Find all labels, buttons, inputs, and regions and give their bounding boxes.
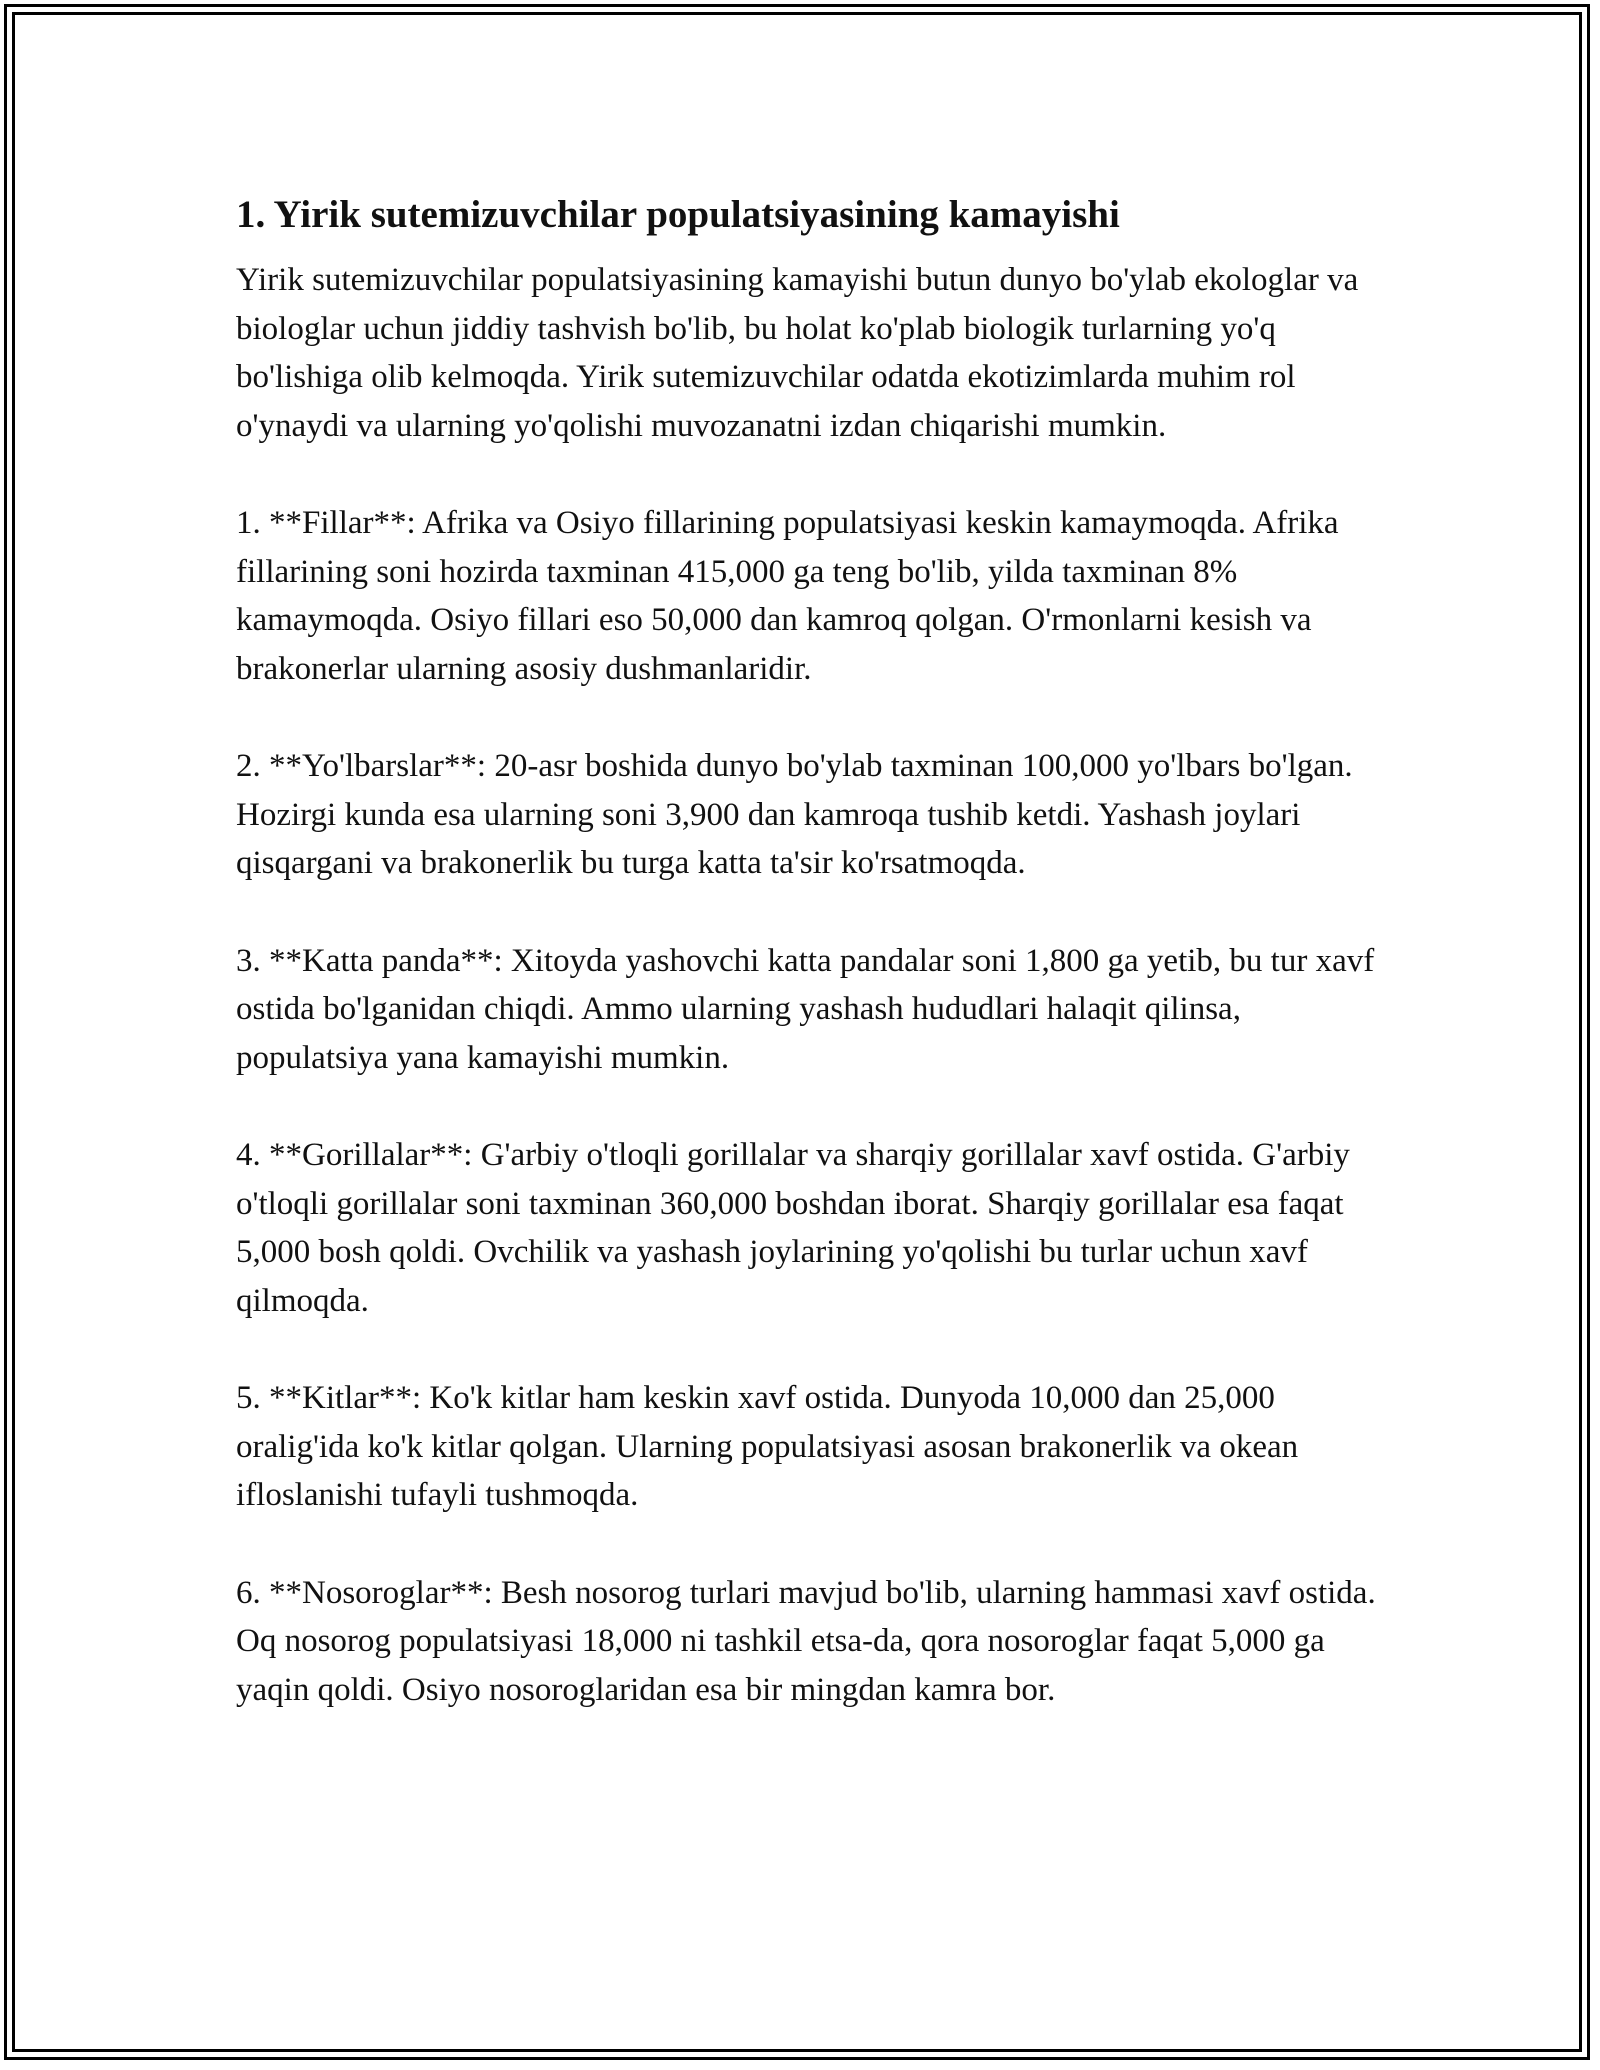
- list-item-giant-panda: 3. **Katta panda**: Xitoyda yashovchi katta pandalar soni 1,800 ga yetib, bu tur xavf ostida bo'lganidan chiqdi. Ammo ularning yashash hududlari halaqit qilinsa, populatsiya yana kamayishi mumkin.: [236, 942, 1375, 1076]
- list-item-whales: 5. **Kitlar**: Ko'k kitlar ham keskin xavf ostida. Dunyoda 10,000 dan 25,000 oralig'ida ko'k kitlar qolgan. Ularning populatsiyasi asosan brakonerlik va okean ifloslanishi tufayli tushmoqda.: [236, 1380, 1299, 1513]
- list-item-gorillas: 4. **Gorillalar**: G'arbiy o'tloqli gorillalar va sharqiy gorillalar xavf ostida. G'arbiy o'tloqli gorillalar soni taxminan 360,000 boshdan iborat. Sharqiy gorillalar esa faqat 5,000 bosh qoldi. Ovchilik va yashash joylarining yo'qolishi bu turlar uchun xavf qilmoqda.: [236, 1137, 1350, 1319]
- list-item-elephants: 1. **Fillar**: Afrika va Osiyo fillarining populatsiyasi keskin kamaymoqda. Afrika fillarining soni hozirda taxminan 415,000 ga teng bo'lib, yilda taxminan 8% kamaymoqda. Osiyo fillari eso 50,000 dan kamroq qolgan. O'rmonlarni kesish va brakonerlar ularning asosiy dushmanlaridir.: [236, 505, 1339, 687]
- intro-paragraph: Yirik sutemizuvchilar populatsiyasining kamayishi butun dunyo bo'ylab ekologlar va biologlar uchun jiddiy tashvish bo'lib, bu holat ko'plab biologik turlarning yo'q bo'lishiga olib kelmoqda. Yirik sutemizuvchilar odatda ekotizimlarda muhim rol o'ynaydi va ularning yo'qolishi muvozanatni izdan chiqarishi mumkin.: [236, 262, 1359, 444]
- list-item-rhinos: 6. **Nosoroglar**: Besh nosorog turlari mavjud bo'lib, ularning hammasi xavf ostida. Oq nosorog populatsiyasi 18,000 ni tashkil etsa-da, qora nosoroglar faqat 5,000 ga yaqin qoldi. Osiyo nosoroglaridan esa bir mingdan kamra bor.: [236, 1574, 1376, 1708]
- document-body: [236, 186, 1376, 1763]
- section-heading: 1. Yirik sutemizuvchilar populatsiyasining kamayishi: [236, 193, 1120, 236]
- list-item-tigers: 2. **Yo'lbarslar**: 20-asr boshida dunyo bo'ylab taxminan 100,000 yo'lbars bo'lgan. Hozirgi kunda esa ularning soni 3,900 dan kamroqa tushib ketdi. Yashash joylari qisqargani va brakonerlik bu turga katta ta'sir ko'rsatmoqda.: [236, 748, 1353, 881]
